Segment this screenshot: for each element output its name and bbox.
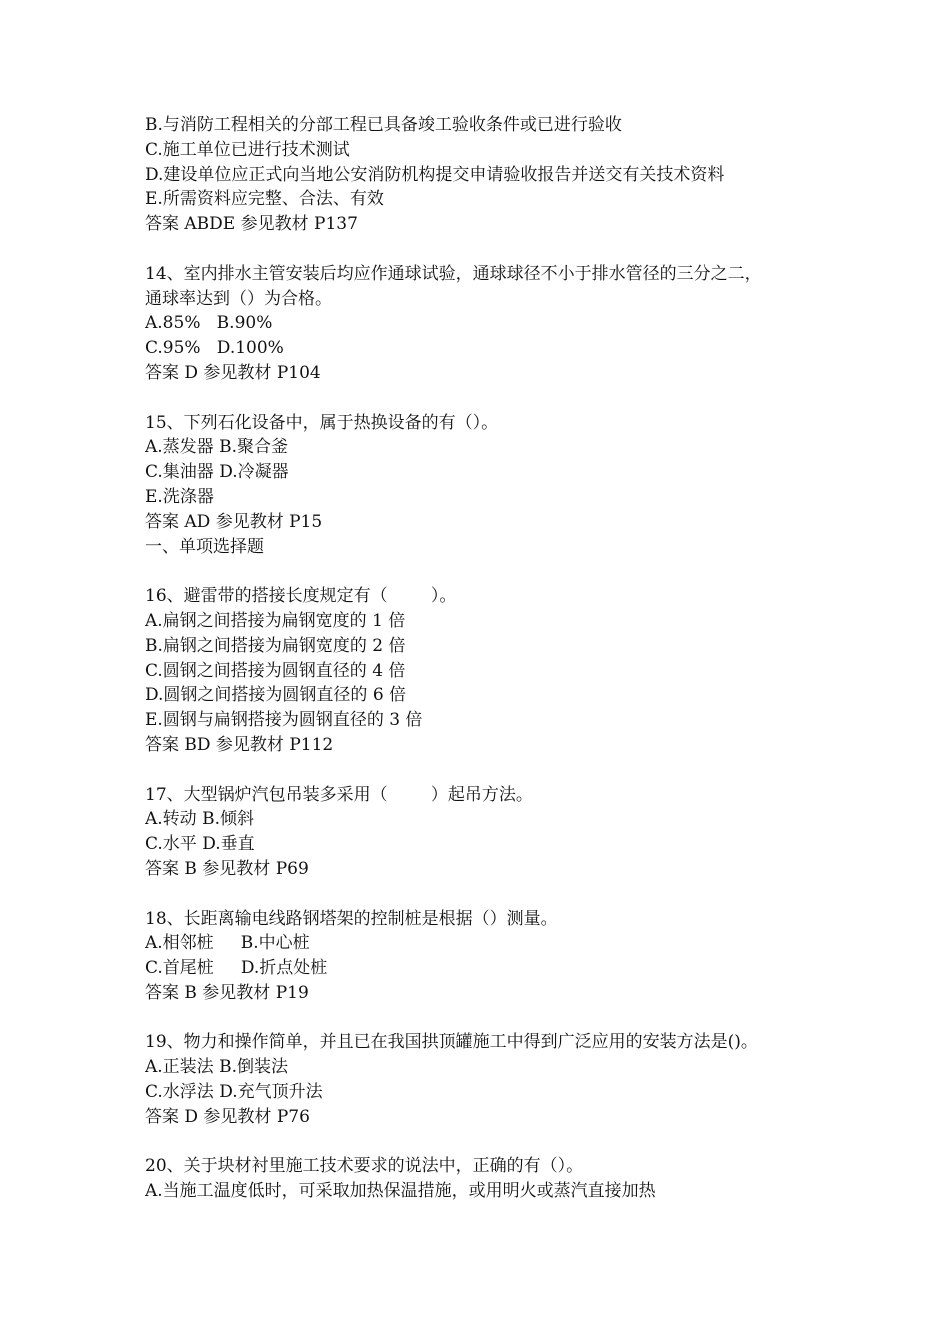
question-16: 16、避雷带的搭接长度规定有（ ）。 [145, 586, 457, 607]
blank-line [145, 386, 825, 411]
option-line: B.扁钢之间搭接为扁钢宽度的 2 倍 [145, 635, 406, 656]
blank-line [145, 1006, 825, 1031]
answer-line: 答案 B 参见教材 P69 [145, 858, 309, 879]
option-line: E.圆钢与扁钢搭接为圆钢直径的 3 倍 [145, 710, 423, 731]
question-14: 14、室内排水主管安装后均应作通球试验，通球球径不小于排水管径的三分之二， [145, 263, 762, 284]
option-line: A.正装法 B.倒装法 [145, 1057, 288, 1078]
text-line: 通球率达到（）为合格。 [145, 288, 332, 309]
question-18: 18、长距离输电线路钢塔架的控制桩是根据（）测量。 [145, 908, 558, 929]
option-line: D.圆钢之间搭接为圆钢直径的 6 倍 [145, 685, 407, 706]
question-19: 19、物力和操作简单，并且已在我国拱顶罐施工中得到广泛应用的安装方法是()。 [145, 1032, 758, 1053]
text-line: E.所需资料应完整、合法、有效 [145, 189, 384, 210]
option-line: A.相邻桩 B.中心桩 [145, 933, 310, 954]
answer-line: 答案 BD 参见教材 P112 [145, 734, 334, 755]
blank-line [145, 758, 825, 783]
blank-line [145, 1130, 825, 1155]
answer-line: 答案 AD 参见教材 P15 [145, 511, 323, 532]
option-line: A.当施工温度低时，可采取加热保温措施，或用明火或蒸汽直接加热 [145, 1181, 656, 1202]
option-line: C.95% D.100% [145, 338, 284, 359]
option-line: A.85% B.90% [145, 313, 273, 334]
answer-line: 答案 D 参见教材 P104 [145, 362, 321, 383]
blank-line [145, 237, 825, 262]
blank-line [145, 559, 825, 584]
option-line: C.集油器 D.冷凝器 [145, 462, 289, 483]
option-line: A.转动 B.倾斜 [145, 809, 254, 830]
section-heading: 一、单项选择题 [145, 536, 264, 557]
blank-line [145, 882, 825, 907]
option-line: A.扁钢之间搭接为扁钢宽度的 1 倍 [145, 610, 406, 631]
text-line: D.建设单位应正式向当地公安消防机构提交申请验收报告并送交有关技术资料 [145, 164, 725, 185]
answer-line: 答案 B 参见教材 P19 [145, 982, 309, 1003]
answer-line: 答案 ABDE 参见教材 P137 [145, 214, 358, 235]
question-15: 15、下列石化设备中，属于热换设备的有（）。 [145, 412, 499, 433]
document-page [145, 113, 825, 1204]
option-line: E.洗涤器 [145, 486, 214, 507]
question-17: 17、大型锅炉汽包吊装多采用（ ）起吊方法。 [145, 784, 533, 805]
answer-line: 答案 D 参见教材 P76 [145, 1106, 310, 1127]
option-line: C.首尾桩 D.折点处桩 [145, 958, 328, 979]
option-line: A.蒸发器 B.聚合釜 [145, 437, 288, 458]
option-line: C.圆钢之间搭接为圆钢直径的 4 倍 [145, 660, 406, 681]
text-line: C.施工单位已进行技术测试 [145, 139, 350, 160]
question-20: 20、关于块材衬里施工技术要求的说法中，正确的有（）。 [145, 1156, 584, 1177]
text-line: B.与消防工程相关的分部工程已具备竣工验收条件或已进行验收 [145, 115, 622, 135]
option-line: C.水平 D.垂直 [145, 834, 255, 855]
option-line: C.水浮法 D.充气顶升法 [145, 1082, 323, 1103]
